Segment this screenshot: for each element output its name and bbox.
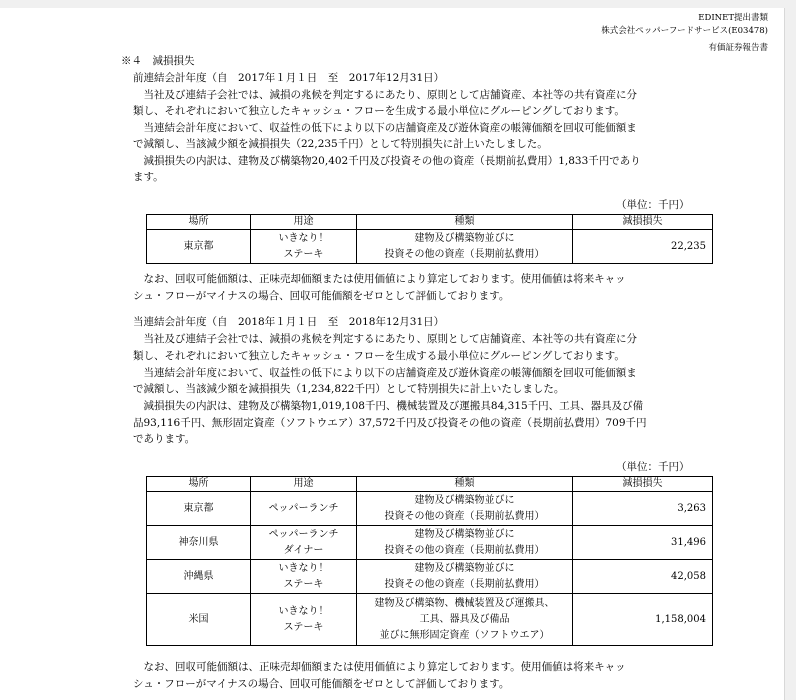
kind-cell: 建物及び構築物、機械装置及び運搬具、 工具、器具及び備品 並びに無形固定資産（ソフトウエア） bbox=[357, 594, 573, 646]
loss-cell: 31,496 bbox=[573, 526, 713, 560]
place-cell: 神奈川県 bbox=[147, 526, 251, 560]
header-cell-place: 場所 bbox=[147, 215, 251, 230]
header-edinet: EDINET提出書類 bbox=[698, 13, 768, 23]
curr-paragraph-line: で減額し、当該減少額を減損損失（1,234,822千円）として特別損失に計上いたしました。 bbox=[133, 383, 565, 395]
kind-cell: 建物及び構築物並びに 投資その他の資産（長期前払費用） bbox=[357, 492, 573, 526]
prev-paragraph-line: 当社及び連結子会社では、減損の兆候を判定するにあたり、原則として店舗資産、本社等の共有資産に分 bbox=[133, 89, 637, 101]
curr-unit-label: （単位：千円） bbox=[616, 461, 690, 473]
table-row bbox=[147, 560, 713, 594]
table-row bbox=[147, 230, 713, 264]
use-cell: いきなり！ ステーキ bbox=[251, 230, 357, 264]
use-cell: ペッパーランチ ダイナー bbox=[251, 526, 357, 560]
kind-cell: 建物及び構築物並びに 投資その他の資産（長期前払費用） bbox=[357, 526, 573, 560]
loss-cell: 3,263 bbox=[573, 492, 713, 526]
prev-paragraph-line: 当連結会計年度において、収益性の低下により以下の店舗資産及び遊休資産の帳簿価額を回収可能価額ま bbox=[133, 122, 637, 134]
curr-paragraph-line: 当社及び連結子会社では、減損の兆候を判定するにあたり、原則として店舗資産、本社等の共有資産に分 bbox=[133, 333, 637, 345]
loss-cell: 22,235 bbox=[573, 230, 713, 264]
curr-impairment-table bbox=[146, 476, 713, 646]
header-report-type: 有価証券報告書 bbox=[708, 43, 768, 53]
place-cell: 東京都 bbox=[147, 230, 251, 264]
loss-cell: 1,158,004 bbox=[573, 594, 713, 646]
curr-paragraph-line: であります。 bbox=[133, 433, 196, 445]
use-cell: いきなり！ ステーキ bbox=[251, 560, 357, 594]
curr-paragraph-line: 品93,116千円、無形固定資産（ソフトウエア）37,572千円及び投資その他の資産（長期前払費用）709千円 bbox=[133, 417, 647, 429]
curr-paragraph-line: 減損損失の内訳は、建物及び構築物1,019,108千円、機械装置及び運搬具84,315千円、工具、器具及び備 bbox=[133, 400, 644, 412]
header-company: 株式会社ペッパーフードサービス(E03478) bbox=[601, 26, 768, 36]
header-cell-use: 用途 bbox=[251, 215, 357, 230]
prev-paragraph-line: ます。 bbox=[133, 171, 164, 183]
table-header-row bbox=[147, 215, 713, 230]
header-cell-loss: 減損損失 bbox=[573, 215, 713, 230]
prev-unit-label: （単位：千円） bbox=[616, 199, 690, 211]
prev-paragraph-line: で減額し、当該減少額を減損損失（22,235千円）として特別損失に計上いたしました。 bbox=[133, 138, 548, 150]
place-cell: 米国 bbox=[147, 594, 251, 646]
prev-paragraph-line: 減損損失の内訳は、建物及び構築物20,402千円及び投資その他の資産（長期前払費用）1,833千円であり bbox=[133, 155, 641, 167]
table-header-row bbox=[147, 477, 713, 492]
table-row bbox=[147, 594, 713, 646]
kind-cell: 建物及び構築物並びに 投資その他の資産（長期前払費用） bbox=[357, 230, 573, 264]
place-cell: 東京都 bbox=[147, 492, 251, 526]
kind-cell: 建物及び構築物並びに 投資その他の資産（長期前払費用） bbox=[357, 560, 573, 594]
use-cell: ペッパーランチ bbox=[251, 492, 357, 526]
use-cell: いきなり！ ステーキ bbox=[251, 594, 357, 646]
prev-note-line: なお、回収可能価額は、正味売却価額または使用価値により算定しております。使用価値は将来キャッ bbox=[133, 273, 626, 285]
curr-note-line: シュ・フローがマイナスの場合、回収可能価額をゼロとして評価しております。 bbox=[133, 678, 510, 690]
header-cell-place: 場所 bbox=[147, 477, 251, 492]
prev-period-heading: 前連結会計年度（自 2017年１月１日 至 2017年12月31日） bbox=[133, 72, 445, 84]
loss-cell: 42,058 bbox=[573, 560, 713, 594]
place-cell: 沖縄県 bbox=[147, 560, 251, 594]
header-cell-loss: 減損損失 bbox=[573, 477, 713, 492]
note-title: ※４ 減損損失 bbox=[121, 55, 195, 67]
curr-paragraph-line: 類し、それぞれにおいて独立したキャッシュ・フローを生成する最小単位にグルーピングしております。 bbox=[133, 350, 625, 362]
document-page bbox=[0, 8, 785, 700]
curr-paragraph-line: 当連結会計年度において、収益性の低下により以下の店舗資産及び遊休資産の帳簿価額を回収可能価額ま bbox=[133, 367, 637, 379]
prev-impairment-table bbox=[146, 214, 713, 264]
header-cell-use: 用途 bbox=[251, 477, 357, 492]
table-row bbox=[147, 526, 713, 560]
header-cell-kind: 種類 bbox=[357, 215, 573, 230]
curr-note-line: なお、回収可能価額は、正味売却価額または使用価値により算定しております。使用価値は将来キャッ bbox=[133, 661, 626, 673]
header-cell-kind: 種類 bbox=[357, 477, 573, 492]
prev-note-line: シュ・フローがマイナスの場合、回収可能価額をゼロとして評価しております。 bbox=[133, 290, 510, 302]
table-row bbox=[147, 492, 713, 526]
curr-period-heading: 当連結会計年度（自 2018年１月１日 至 2018年12月31日） bbox=[133, 316, 445, 328]
prev-paragraph-line: 類し、それぞれにおいて独立したキャッシュ・フローを生成する最小単位にグルーピングしております。 bbox=[133, 105, 625, 117]
